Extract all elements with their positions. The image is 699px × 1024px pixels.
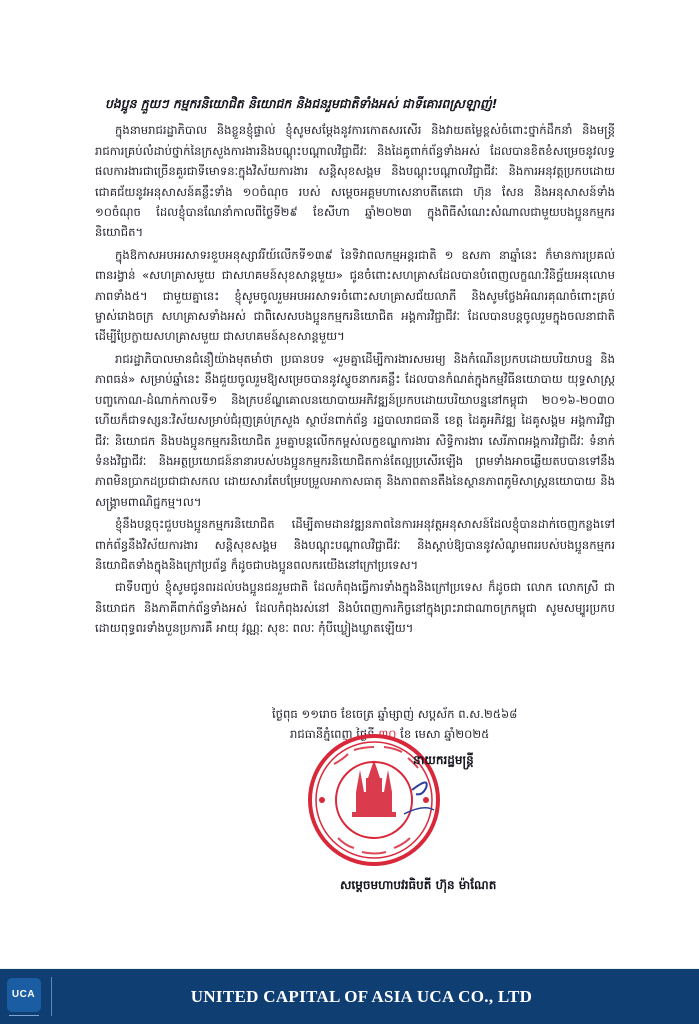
logo-text: UCA <box>11 989 36 1000</box>
paragraph-1: ក្នុងនាមរាជរដ្ឋាភិបាល និងខ្លួនខ្ញុំផ្ទាល់ ខ្ញុំសូមសម្ដែងនូវការកោតសរសើរ និងវាយតម្លៃខ្ពស់ចំពោះថ្នាក់ដឹកនាំ និងមន្ត្រីរាជការគ្រប់លំដាប់ថ្នាក់នៃក្រសួងការងារនិងបណ្ដុះបណ្ដាលវិជ្ជាជីវៈ និងដៃគូពាក់ព័ន្ធទាំងអស់ ដែលបានខិតខំសម្រេចនូវលទ្ធផលការងារជាច្រើនគួរជាទីមោទនៈក្នុងវិស័យការងារ សន្តិសុខសង្គម និងបណ្ដុះបណ្ដាលវិជ្ជាជីវៈ និងការអនុវត្តប្រកបដោយជោគជ័យនូវអនុសាសន៍គន្លឹះទាំង ១០ចំណុច របស់ សម្ដេចអគ្គមហាសេនាបតីតេជោ ហ៊ុន សែន និងអនុសាសន៍ទាំង ១០ចំណុច ដែលខ្ញុំបានណែនាំកាលពីថ្ងៃទី២៩ ខែសីហា ឆ្នាំ២០២៣ ក្នុងពិធីសំណេះសំណាលជាមួយបងប្អូនកម្មករនិយោជិត។ <box>95 123 615 240</box>
date-day: ៣០ <box>378 727 397 741</box>
signatory-name: សម្ដេចមហាបវរធិបតី ហ៊ុន ម៉ាណែត <box>340 878 497 892</box>
salutation: បងប្អូន ក្មួយៗ កម្មករនិយោជិត និយោជក និងជនរួមជាតិទាំងអស់ ជាទីគោរពស្រឡាញ់! <box>105 96 498 111</box>
letter-body <box>95 94 615 641</box>
company-footer <box>0 969 699 1024</box>
lunar-date: ថ្ងៃពុធ ១១រោច ខែចេត្រ ឆ្នាំម្សាញ់ សប្តស័ក ព.ស.២៥៦៨ <box>272 707 518 721</box>
paragraph-4: ខ្ញុំនឹងបន្តចុះជួបបងប្អូនកម្មករនិយោជិត ដើម្បីតាមដានវឌ្ឍនភាពនៃការអនុវត្តអនុសាសន៍ដែលខ្ញុំបានដាក់ចេញកន្លងទៅ ពាក់ព័ន្ធនឹងវិស័យការងារ សន្តិសុខសង្គម និងបណ្ដុះបណ្ដាលវិជ្ជាជីវៈ និងស្ដាប់ឱ្យបាននូវសំណូមពររបស់បងប្អូនកម្មករនិយោជិតទាំងក្នុងនិងក្រៅប្រព័ន្ធ ក៏ដូចជាបងប្អូនពលករយើងនៅក្រៅប្រទេស។ <box>95 517 615 572</box>
footer-divider <box>51 977 52 1016</box>
date-prefix: រាជធានីភ្នំពេញ ថ្ងៃទី <box>290 727 375 741</box>
uca-logo-icon <box>0 969 47 1024</box>
company-name: UNITED CAPITAL OF ASIA UCA CO., LTD <box>190 986 533 1006</box>
signatory-title: នាយករដ្ឋមន្ត្រី <box>413 753 474 767</box>
paragraph-2: ក្នុងឱកាសអបអរសាទរខួបអនុស្សាវរីយ៍លើកទី១៣៩ នៃទិវាពលកម្មអន្តរជាតិ ១ ឧសភា នាឆ្នាំនេះ ក៏មានការប្រគល់ពានរង្វាន់ «សហគ្រាសមួយ ជាសហគមន៍សុខសាន្តមួយ» ជូនចំពោះសហគ្រាសដែលបានបំពេញលក្ខណៈវិនិច្ឆ័យអនុលោមភាពទាំង៥។ ជាមួយគ្នានេះ ខ្ញុំសូមចូលរួមអបអរសាទរចំពោះសហគ្រាសជ័យលាភី និងសូមថ្លែងអំណរគុណចំពោះគ្រប់ម្ចាស់រោងចក្រ សហគ្រាសទាំងអស់ ជាពិសេសបងប្អូនកម្មករនិយោជិត អង្គការវិជ្ជាជីវៈ ដែលបានបន្តចូលរួមក្នុងចលនាជាតិដើម្បីប្រែក្លាយសហគ្រាសមួយ ជាសហគមន៍សុខសាន្តមួយ។ <box>95 247 615 344</box>
logo-badge <box>7 978 41 1012</box>
logo-underline <box>9 1015 39 1016</box>
paragraph-5: ជាទីបញ្ចប់ ខ្ញុំសូមជូនពរដល់បងប្អូនជនរួមជាតិ ដែលកំពុងធ្វើការទាំងក្នុងនិងក្រៅប្រទេស ក៏ដូចជា លោក លោកស្រី ជានិយោជក និងភាគីពាក់ព័ន្ធទាំងអស់ ដែលកំពុងរស់នៅ និងបំពេញការកិច្ចនៅក្នុងព្រះរាជាណាចក្រកម្ពុជា សូមសម្បូរប្រកបដោយពុទ្ធពរទាំងបួនប្រការគឺ អាយុ វណ្ណៈ សុខៈ ពលៈ កុំបីឃ្លៀងឃ្លាតឡើយ។ <box>95 580 615 636</box>
royal-government-seal-icon <box>304 730 444 870</box>
date-suffix: ខែ មេសា ឆ្នាំ២០២៥ <box>400 727 490 741</box>
paragraph-3: រាជរដ្ឋាភិបាលមានជំនឿយ៉ាងមុតមាំថា ប្រធានបទ «រួមគ្នាដើម្បីការងារសមរម្យ និងកំណើនប្រកបដោយបរិយាបន្ន និងភាពធន់» សម្រាប់ឆ្នាំនេះ នឹងជួយចូលរួមឱ្យសម្រេចបាននូវស្ទូចនាករគន្លឹះ ដែលបានកំណត់ក្នុងកម្មវិធីនយោបាយ យុទ្ធសាស្ត្របញ្ចកោណ-ដំណាក់កាលទី១ និងក្របខ័ណ្ឌគោលនយោបាយអភិវឌ្ឍន៍ប្រកបដោយបរិយាបន្ននៅកម្ពុជា ២០១៦-២០៣០ ហើយក៏ជាទស្សនៈវិស័យសម្រាប់ជំរុញគ្រប់ក្រសួង ស្ថាប័នពាក់ព័ន្ធ រដ្ឋបាលរាជធានី ខេត្ត ដៃគូអភិវឌ្ឍ ដៃគូសង្គម អង្គការវិជ្ជាជីវៈ និយោជក និងបងប្អូនកម្មករនិយោជិត រួមគ្នាបន្តលើកកម្ពស់លក្ខខណ្ឌការងារ សិទ្ធិការងារ សេរីភាពអង្គការវិជ្ជាជីវៈ ទំនាក់ទំនងវិជ្ជាជីវៈ និងអត្ថប្រយោជន៍នានារបស់បងប្អូនកម្មករនិយោជិតកាន់តែល្អប្រសើរឡើង ព្រមទាំងអាចឆ្លើយតបបានទៅនឹងភាពមិនប្រាកដប្រជាជាសកល ដោយសារតែបម្រែបម្រួលអាកាសធាតុ និងភាពតានតឹងនៃស្ថានភាពភូមិសាស្ត្រនយោបាយ និងសង្គ្រាមពាណិជ្ជកម្ម។ល។ <box>95 351 615 509</box>
